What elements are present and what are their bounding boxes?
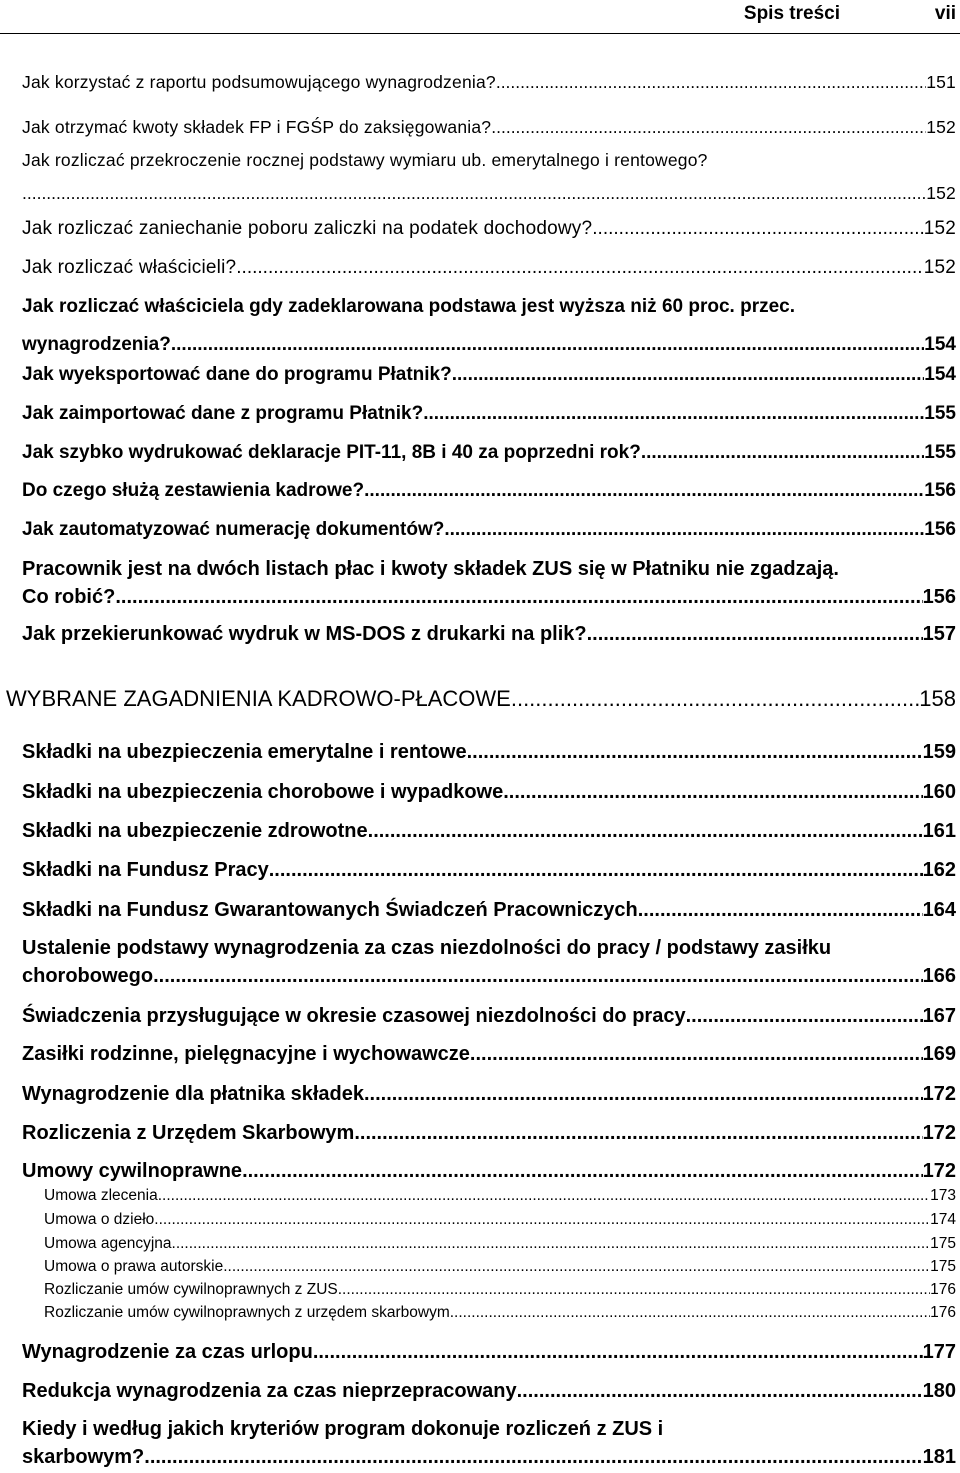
page-number: vii (934, 3, 956, 24)
toc-leader-dots (587, 623, 923, 646)
toc-leader-dots (22, 183, 926, 204)
toc-entry-text: Jak rozliczać zaniechanie poboru zaliczki na podatek dochodowy? (22, 218, 593, 239)
toc-leader-dots (313, 1341, 923, 1364)
toc-page-number: 172 (922, 1083, 956, 1105)
toc-page-number: 157 (922, 623, 956, 645)
toc-page-number: 156 (924, 480, 956, 501)
toc-leader-dots (236, 257, 923, 279)
toc-leader-dots (511, 686, 919, 712)
toc-leader-dots (223, 1258, 930, 1276)
toc-page-number: 172 (922, 1160, 956, 1182)
toc-page-number: 167 (922, 1005, 956, 1027)
toc-entry-text: Rozliczenia z Urzędem Skarbowym (22, 1122, 355, 1144)
toc-entry-text: WYBRANE ZAGADNIENIA KADROWO-PŁACOWE (6, 686, 511, 711)
toc-entry-text: Jak wyeksportować dane do programu Płatnik? (22, 364, 452, 385)
toc-entry-text: Umowa o prawa autorskie (44, 1258, 224, 1275)
toc-entry-text: Wynagrodzenie za czas urlopu (22, 1341, 313, 1363)
toc-entry-text: Jak rozliczać właścicieli? (22, 257, 237, 278)
toc-page-number: 156 (924, 519, 956, 540)
toc-entry-text: Świadczenia przysługujące w okresie czasowej niezdolności do pracy (22, 1005, 686, 1027)
toc-leader-dots (470, 1043, 923, 1066)
toc-entry-text: Składki na ubezpieczenie zdrowotne (22, 820, 368, 842)
toc-entry-text: chorobowego (22, 965, 154, 987)
toc-entry-text-line: Pracownik jest na dwóch listach płac i kwoty składek ZUS się w Płatniku nie zgadzają. (22, 558, 839, 580)
toc-page-number: 152 (926, 117, 956, 137)
toc-entry-text: Wynagrodzenie dla płatnika składek (22, 1083, 364, 1105)
toc-entry-text: Do czego służą zestawienia kadrowe? (22, 480, 365, 501)
toc-entry-text: Składki na Fundusz Gwarantowanych Świadczeń Pracowniczych (22, 899, 638, 921)
toc-page-number: 173 (930, 1187, 956, 1204)
toc-entry-text: Składki na ubezpieczenia chorobowe i wypadkowe (22, 781, 504, 803)
toc-page-number: 174 (930, 1211, 956, 1228)
toc-leader-dots (364, 480, 924, 502)
toc-leader-dots (269, 859, 923, 882)
toc-entry-text: Jak przekierunkować wydruk w MS-DOS z drukarki na plik? (22, 623, 587, 645)
toc-entry-text: Redukcja wynagrodzenia za czas nieprzepracowany (22, 1380, 517, 1402)
toc-leader-dots (144, 1446, 922, 1469)
toc-page-number: 160 (922, 781, 956, 803)
toc-entry-text: skarbowym? (22, 1446, 145, 1468)
toc-entry-text: Umowy cywilnoprawne (22, 1160, 243, 1182)
toc-page-number: 169 (922, 1043, 956, 1065)
toc-entry-text: Umowa zlecenia (44, 1187, 158, 1204)
toc-entry-text: Umowa o dzieło (44, 1211, 155, 1228)
toc-page-number: 172 (922, 1122, 956, 1144)
toc-page-number: 166 (922, 965, 956, 987)
toc-leader-dots (517, 1380, 923, 1403)
toc-leader-dots (686, 1005, 923, 1028)
toc-leader-dots (638, 899, 923, 922)
toc-page-number: 175 (930, 1235, 956, 1252)
toc-page-number: 176 (930, 1304, 956, 1321)
toc-entry-text: Jak zaimportować dane z programu Płatnik? (22, 403, 424, 424)
toc-page-number: 156 (922, 586, 956, 608)
toc-page-number: 159 (922, 741, 956, 763)
toc-leader-dots (444, 519, 924, 541)
toc-entry-text-line: Jak rozliczać właściciela gdy zadeklarowana podstawa jest wyższa niż 60 proc. przec. (22, 296, 795, 317)
toc-page-number: 151 (926, 72, 956, 92)
toc-page-number: 152 (923, 218, 956, 239)
toc-leader-dots (491, 117, 926, 138)
running-title: Spis treści (743, 3, 840, 24)
toc-leader-dots (364, 1083, 923, 1106)
toc-leader-dots (450, 1304, 930, 1322)
toc-entry-text: Rozliczanie umów cywilnoprawnych z urzędem skarbowym (44, 1304, 450, 1321)
toc-page-number: 158 (919, 686, 956, 711)
toc-entry-text: Jak otrzymać kwoty składek FP i FGŚP do zaksięgowania? (22, 117, 492, 137)
page-header (0, 0, 960, 36)
toc-entry-text: Zasiłki rodzinne, pielęgnacyjne i wychowawcze (22, 1043, 470, 1065)
toc-leader-dots (503, 781, 922, 804)
toc-entry-text: Umowa agencyjna (44, 1235, 172, 1252)
toc-entry-text: Jak zautomatyzować numerację dokumentów? (22, 519, 445, 540)
toc-entry-text: Składki na Fundusz Pracy (22, 859, 269, 881)
toc-entry-text-line: Ustalenie podstawy wynagrodzenia za czas niezdolności do pracy / podstawy zasiłku (22, 937, 832, 959)
toc-entry-text: Jak korzystać z raportu podsumowującego wynagrodzenia? (22, 72, 496, 92)
toc-page-number: 181 (922, 1446, 956, 1468)
toc-leader-dots (153, 965, 923, 988)
toc-page-number: 180 (922, 1380, 956, 1402)
toc-leader-dots (158, 1187, 930, 1205)
toc-entry-text: wynagrodzenia? (22, 334, 171, 355)
toc-leader-dots (354, 1122, 922, 1145)
toc-entry-text-line: Jak rozliczać przekroczenie rocznej podstawy wymiaru ub. emerytalnego i rentowego? (22, 150, 708, 170)
toc-entry-text: Co robić? (22, 586, 116, 608)
header-rule (0, 33, 960, 34)
toc-page-number: 155 (924, 442, 956, 463)
toc-page-number: 154 (924, 364, 956, 385)
toc-leader-dots (467, 741, 923, 764)
toc-entry-text: Składki na ubezpieczenia emerytalne i rentowe (22, 741, 467, 763)
toc-page-number: 175 (930, 1258, 956, 1275)
toc-entry-text-line: Kiedy i według jakich kryteriów program dokonuje rozliczeń z ZUS i (22, 1418, 664, 1440)
toc-page-number: 162 (922, 859, 956, 881)
toc-leader-dots (641, 442, 924, 464)
toc-leader-dots (592, 218, 923, 240)
toc-page-number: 177 (922, 1341, 956, 1363)
toc-leader-dots (154, 1211, 930, 1229)
toc-leader-dots (368, 820, 923, 843)
toc-leader-dots (115, 586, 922, 609)
toc-page-number: 161 (922, 820, 956, 842)
toc-page-number: 152 (923, 257, 956, 278)
toc-page-number: 155 (924, 403, 956, 424)
toc-page-number: 154 (924, 334, 956, 355)
toc-leader-dots (242, 1160, 923, 1183)
toc-leader-dots (452, 364, 925, 386)
toc-entry-text: Rozliczanie umów cywilnoprawnych z ZUS (44, 1281, 338, 1298)
toc-page-number: 152 (926, 183, 956, 203)
toc-leader-dots (423, 403, 924, 425)
toc-leader-dots (171, 334, 924, 356)
toc-page-number: 176 (930, 1281, 956, 1298)
toc-page-number: 164 (922, 899, 956, 921)
toc-entry-text: Jak szybko wydrukować deklaracje PIT-11, 8B i 40 za poprzedni rok? (22, 442, 641, 463)
toc-leader-dots (496, 72, 926, 93)
toc-leader-dots (172, 1235, 931, 1253)
toc-leader-dots (338, 1281, 930, 1299)
